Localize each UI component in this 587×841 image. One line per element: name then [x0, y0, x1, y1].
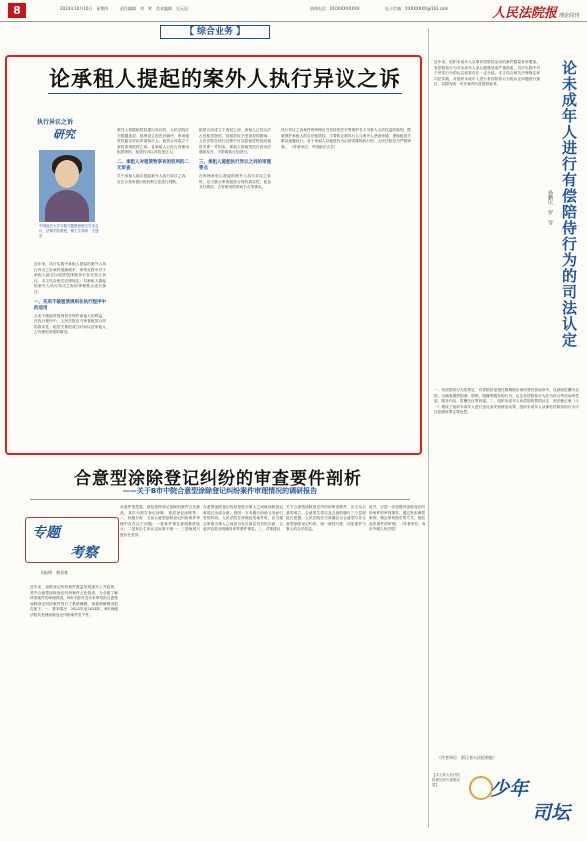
article1-sub2: 二、承租人对租赁物享有的权利的二元审查 — [117, 159, 189, 171]
article2-subtitle: ——关于B市中院合意型涂除登记纠纷案件审理情况的调研报告 — [122, 487, 318, 495]
article2-col3: 合意型涂除登记纠纷是指当事人之间就涂除登记事项已达成合意，但因一方未履行协助义务而引发的纠纷。人民法院在审理此类案件时，应当重点审查当事人之间是否存在真实有效的合意、合意内容是否明确具体等要件事实。三、对策建议 — [203, 505, 283, 532]
section-label: 【 综合业务 】 — [160, 25, 270, 39]
article1-col3: 租赁合同成立于查封之前、承租人已经合法占有租赁物的，其租赁权不受查封的影响；人民法院在执行过程中可以将租赁物连同租赁关系一并拍卖，承租人的租赁权在拍卖后继续存在，不影响执行的进行。 三、承租人提起执行异议之诉的审理要点 在审理承租人提起的案外人执行异议之诉时，应当重点审查租赁合同的真实性、租金支付情况、占有使用的时间节点等事实。 — [199, 128, 271, 190]
side-article-title[interactable]: 论未成年人进行有偿陪侍行为的司法认定 — [560, 60, 578, 348]
author-photo — [39, 150, 95, 222]
article2-rule — [30, 499, 410, 500]
special-topic-badge: 专题 考察 — [25, 517, 119, 563]
badge-top: 执行异议之诉 — [37, 119, 74, 126]
date-line: 2024年10月10日 星期四 — [60, 6, 109, 11]
side-article-author: 孙鹏庆 罗 雪 — [547, 190, 553, 225]
article2-col2: 从案件类型看，涉及抵押登记涂除的案件占比最高，其次为预告登记涂除、查封登记涂除等。二、问题分析 当前合意型涂除登记纠纷案件审理中存在以下问题：一是案件事实查明难度较大；二是诉讼主体认定标准不统一；三是裁判尺度存在差异。 — [120, 505, 200, 537]
side-article-col1: 近年来，组织未成年人从事有偿陪侍活动的案件数量有所增加。有偿陪侍行为对未成年人身心健康造成严重损害，司法实践中对于该类行为的认定标准存在一定分歧。本文结合相关法律规定和司法实践，对组织未成年人进行有偿陪侍行为的认定问题进行探讨，以期为统一司法裁判尺度提供参考。 — [434, 60, 540, 87]
email: 电子信箱：XXXXXXXX@163.com — [385, 6, 449, 11]
article1-col2: 案外人依据租赁权提出异议的，人民法院应当根据查封、抵押设立的先后顺序，审查租赁权能否对抗申请执行人。租赁合同成立于查封或者抵押之前，且承租人已经占有使用租赁物的，租赁权可以对抗受让人。 二、承租人对租赁物享有的权利的二元审查 关于承租人能否提起案外人执行异议之诉，应区分其所提出的权利主张进行判断。 — [117, 128, 189, 184]
article2-byline: 马振明 黄君豪 — [40, 570, 68, 575]
page-header — [0, 0, 587, 22]
article2-col5: 此外，应进一步加强对涂除登记纠纷案件的审判指导，通过发布典型案例、制定审判指引等方式，规范此类案件的审理。（作者单位：B市中级人民法院） — [369, 505, 425, 532]
article1-title[interactable]: 论承租人提起的案外人执行异议之诉 — [40, 63, 410, 93]
photo-caption: 中国政法大学专题专题教授研究学术会议，法律学院教授，博士生导师 王建宏 — [39, 224, 99, 238]
youth-forum-badge: 少年 司坛 — [466, 770, 578, 826]
hotline: 热线电话：010XXXXXXXX — [310, 6, 360, 11]
side-ref-note: 【本文系人民法院报理论研究课题成果】 — [432, 773, 460, 787]
page-number: 8 — [8, 3, 26, 18]
side-author-note: （作者单位：浙江省人民检察院） — [437, 755, 497, 760]
column-divider — [428, 28, 429, 828]
article1-col4: 执行异议之诉案件的审理应当坚持依法平等保护各方当事人合法权益的原则，既要保护承租人的合法租赁权，又要防止被执行人与案外人恶意串通、虚构租赁关系以规避执行。对于承租人以租赁权为由请求排除执行的，人民法院应当严格审查。 （作者单位：中国政法大学） — [281, 128, 411, 149]
newspaper-brand: 人民法院报 理论周刊 — [491, 6, 579, 21]
editor-line: 责任编辑 刘 笑 美术编辑 吴元昆 — [120, 6, 188, 11]
article2-title[interactable]: 合意型涂除登记纠纷的审查要件剖析 — [74, 469, 362, 489]
article1-sub3: 三、承租人提起执行异议之诉的审理要点 — [199, 159, 271, 171]
article1-sub1: 一、买卖不破租赁规则在执行程序中的适用 — [34, 299, 106, 311]
article1-col1: 近年来，执行实践中承租人提起的案外人执行异议之诉案件逐渐增多，审判实践中对于承租人能否以租赁权排除执行存在较大争议。本文结合相关法律规定，对承租人提起的案外人执行异议之诉的审理要点进行探讨。 一、买卖不破租赁规则在执行程序中的适用 买卖不破租赁规则旨在保护承租人的利益，在执行程序中，人民法院应当审查租赁合同的真实性、租赁关系的成立时间以及承租人占有使用房屋的情况。 — [34, 262, 106, 335]
title-underline — [48, 93, 402, 94]
badge-bottom: 研究 — [53, 128, 75, 141]
article2-col4: 关于合意型涂除登记纠纷的审查要件，应当从合意的成立、合意的生效以及合意的履行三个层面进行把握。人民法院应当准确区分合意型与非合意型涂除登记纠纷，统一裁判尺度，切实保护当事人的合法权益。 — [286, 505, 366, 532]
article2-col1: 近年来，涂除登记纠纷案件数量呈现逐年上升趋势，其中合意型涂除登记纠纷案件占比较高。为全面了解该类案件的审理情况，B市中院对近年来审结的合意型涂除登记纠纷案件进行了系统梳理，现将调研情况报告如下。一、基本情况 2022年至2024年，B市两级法院共受理涂除登记纠纷案件若干件。 — [30, 585, 118, 617]
side-article-col2: 一、有偿陪侍行为的界定 有偿陪侍是指在歌舞娱乐场所等经营场所中，以获取报酬为目的，为顾客提供陪酒、陪唱、陪舞等服务的行为。认定有偿陪侍行为应当综合考虑场所性质、服务内容、报酬支付等因素。二、组织未成年人有偿陪侍罪的认定 刑法修正案（十一）增设了组织未成年人进行违反治安管理活动罪，组织未成年人从事有偿陪侍的行为可以依照该罪定罪处罚。 — [434, 388, 579, 415]
column-badge — [37, 117, 97, 147]
